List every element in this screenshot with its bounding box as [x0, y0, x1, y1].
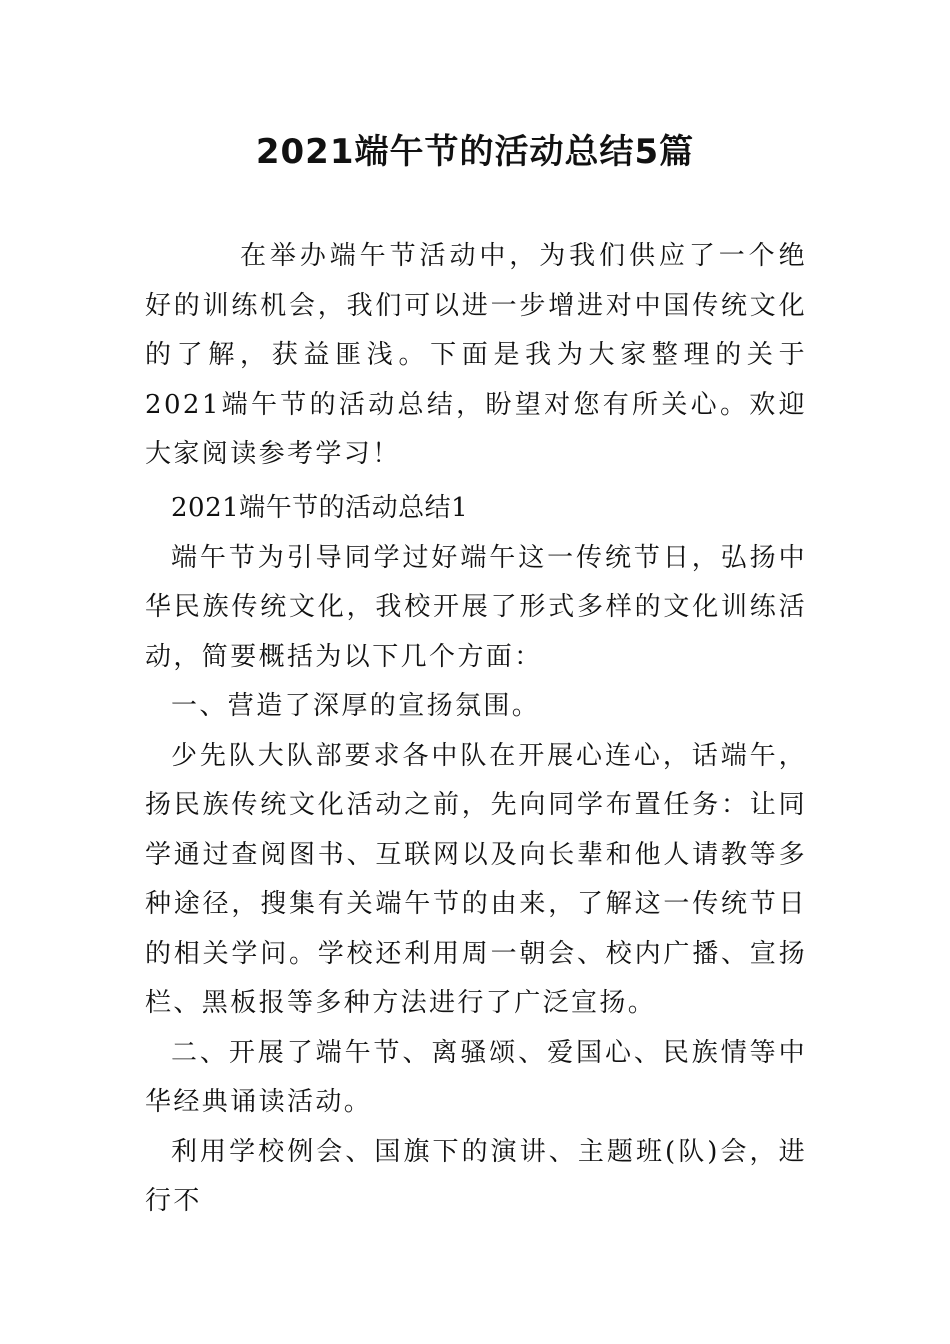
paragraph: 少先队大队部要求各中队在开展心连心，话端午，扬民族传统文化活动之前，先向同学布置任务：让同学通过查阅图书、互联网以及向长辈和他人请教等多种途径，搜集有关端午节的由来，了解这一传统节日的相关学问。学校还利用周一朝会、校内广播、宣扬栏、黑板报等多种方法进行了广泛宣扬。 [145, 740, 807, 1018]
paragraph: 端午节为引导同学过好端午这一传统节日，弘扬中华民族传统文化，我校开展了形式多样的文化训练活动，简要概括为以下几个方面： [145, 542, 807, 672]
document-title: 2021端午节的活动总结5篇 [255, 132, 695, 172]
paragraph: 一、营造了深厚的宣扬氛围。 [171, 691, 541, 721]
intro-paragraph: 在举办端午节活动中，为我们供应了一个绝好的训练机会，我们可以进一步增进对中国传统文化的了解，获益匪浅。下面是我为大家整理的关于2021端午节的活动总结，盼望对您有所关心。欢迎大家阅读参考学习！ [145, 241, 807, 469]
paragraph: 利用学校例会、国旗下的演讲、主题班(队)会，进行不 [145, 1136, 807, 1216]
paragraph: 二、开展了端午节、离骚颂、爱国心、民族情等中华经典诵读活动。 [145, 1037, 807, 1117]
section-1 [145, 484, 807, 1227]
section-heading: 2021端午节的活动总结1 [171, 493, 469, 523]
